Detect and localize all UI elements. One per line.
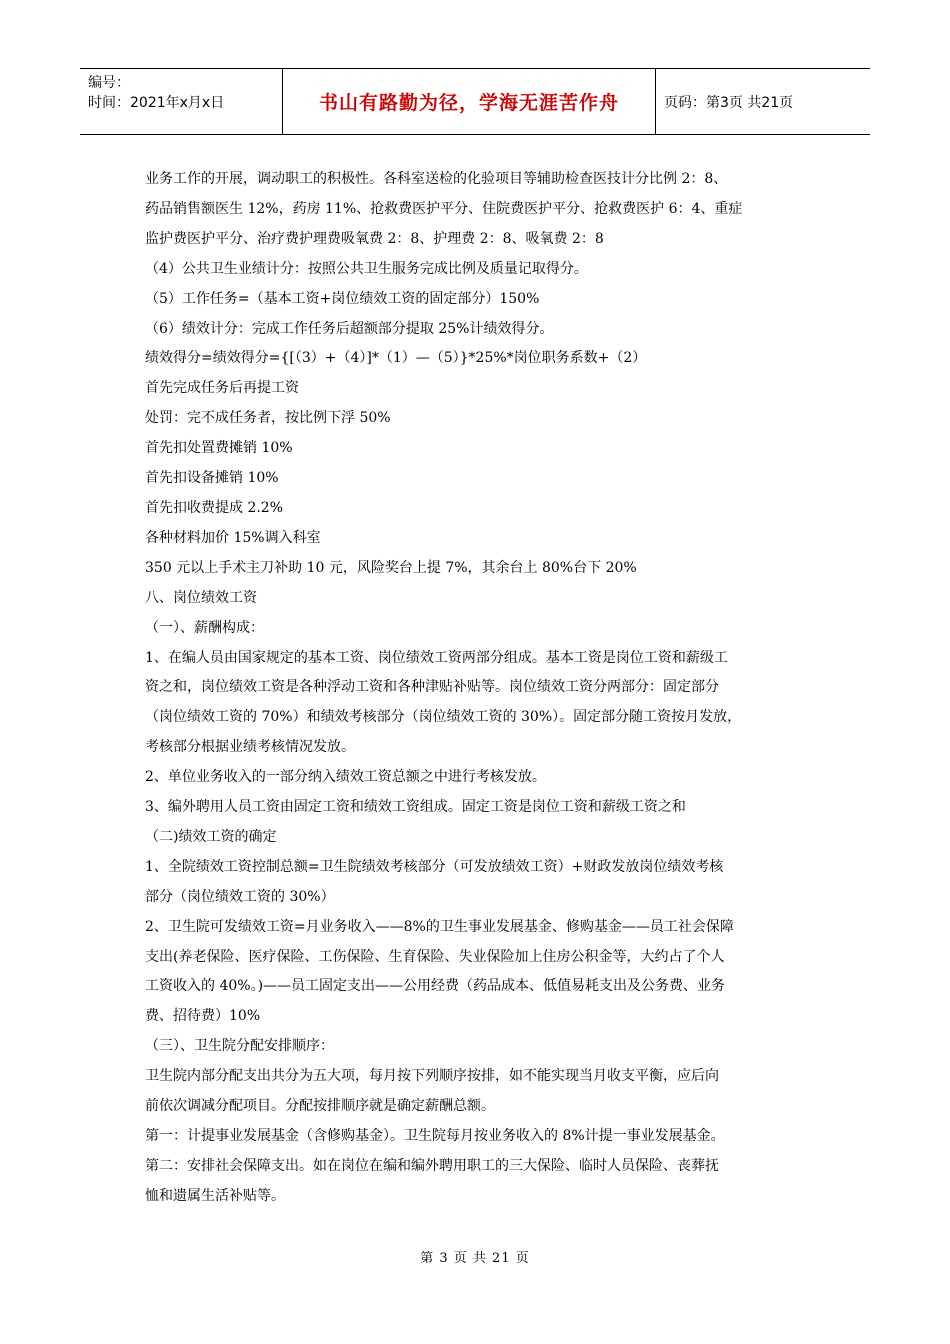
- paragraph-line: 首先扣设备摊销 10%: [145, 470, 279, 487]
- document-body: [145, 165, 825, 1212]
- paragraph-line: （4）公共卫生业绩计分：按照公共卫生服务完成比例及质量记取得分。: [145, 260, 588, 277]
- paragraph-line: 2、卫生院可发绩效工资=月业务收入——8%的卫生事业发展基金、修购基金——员工社会保障: [145, 918, 734, 935]
- paragraph-line: （岗位绩效工资的 70%）和绩效考核部分（岗位绩效工资的 30%）。固定部分随工资按月发放，: [145, 709, 742, 726]
- paragraph-line: 卫生院内部分配支出共分为五大项，每月按下列顺序按排，如不能实现当月收支平衡，应后向: [145, 1068, 719, 1085]
- paragraph-line: 1、全院绩效工资控制总额=卫生院绩效考核部分（可发放绩效工资）+财政发放岗位绩效考核: [145, 858, 724, 875]
- paragraph-line: 资之和，岗位绩效工资是各种浮动工资和各种津贴补贴等。岗位绩效工资分两部分：固定部分: [145, 679, 719, 696]
- paragraph-line: 药品销售额医生 12%，药房 11%、抢救费医护平分、住院费医护平分、抢救费医护 6：4、重症: [145, 200, 743, 217]
- paragraph-line: 部分（岗位绩效工资的 30%）: [145, 888, 335, 905]
- paragraph-line: 费、招待费）10%: [145, 1008, 261, 1025]
- paragraph-line: 恤和遗属生活补贴等。: [145, 1187, 285, 1204]
- paragraph-line: 首先扣处置费摊销 10%: [145, 440, 293, 457]
- paragraph-line: 工资收入的 40%。)——员工固定支出——公用经费（药品成本、低值易耗支出及公务费、业务: [145, 978, 726, 995]
- header-meta: [80, 69, 282, 134]
- subsection-heading: （二)绩效工资的确定: [145, 828, 277, 845]
- header-page-info: 页码：第3页 共21页: [664, 94, 794, 111]
- paragraph-line: 3、编外聘用人员工资由固定工资和绩效工资组成。固定工资是岗位工资和薪级工资之和: [145, 799, 686, 816]
- paragraph-line: 绩效得分=绩效得分={[（3）+（4）]*（1）—（5）}*25%*岗位职务系数+（2）: [145, 350, 647, 367]
- paragraph-line: 考核部分根据业绩考核情况发放。: [145, 739, 355, 756]
- paragraph-line: （6）绩效计分：完成工作任务后超额部分提取 25%计绩效得分。: [145, 320, 554, 337]
- paragraph-line: 首先完成任务后再提工资: [145, 380, 299, 397]
- subsection-heading: （一）、薪酬构成：: [145, 619, 264, 636]
- paragraph-line: 第一：计提事业发展基金（含修购基金）。卫生院每月按业务收入的 8%计提一事业发展基金。: [145, 1128, 725, 1144]
- paragraph-line: 2、单位业务收入的一部分纳入绩效工资总额之中进行考核发放。: [145, 769, 546, 786]
- paragraph-line: 1、在编人员由国家规定的基本工资、岗位绩效工资两部分组成。基本工资是岗位工资和薪级工: [145, 649, 728, 666]
- paragraph-line: 业务工作的开展，调动职工的积极性。各科室送检的化验项目等辅助检查医技计分比例 2：8、: [145, 171, 728, 187]
- header-motto: 书山有路勤为径，学海无涯苦作舟: [282, 69, 656, 134]
- paragraph-line: 处罚：完不成任务者，按比例下浮 50%: [145, 410, 391, 427]
- page-header: [80, 68, 870, 135]
- paragraph-line: 350 元以上手术主刀补助 10 元，风险奖台上提 7%，其余台上 80%台下 20%: [145, 559, 637, 576]
- section-heading: 八、岗位绩效工资: [145, 589, 257, 606]
- paragraph-line: 前依次调减分配项目。分配按排顺序就是确定薪酬总额。: [145, 1098, 495, 1115]
- document-number: 编号：: [88, 75, 130, 91]
- paragraph-line: 各种材料加价 15%调入科室: [145, 529, 321, 546]
- paragraph-line: 支出(养老保险、医疗保险、工伤保险、生育保险、失业保险加上住房公积金等，大约占了个人: [145, 948, 725, 965]
- paragraph-line: 首先扣收费提成 2.2%: [145, 499, 284, 516]
- paragraph-line: （5）工作任务=（基本工资+岗位绩效工资的固定部分）150%: [145, 290, 540, 307]
- subsection-heading: （三）、卫生院分配安排顺序：: [145, 1038, 334, 1055]
- page-footer: 第 3 页 共 21 页: [420, 1251, 530, 1266]
- paragraph-line: 第二：安排社会保障支出。如在岗位在编和编外聘用职工的三大保险、临时人员保险、丧葬抚: [145, 1157, 719, 1174]
- paragraph-line: 监护费医护平分、治疗费护理费吸氧费 2：8、护理费 2：8、吸氧费 2：8: [145, 230, 604, 247]
- document-date: 时间：2021年x月x日: [88, 95, 225, 111]
